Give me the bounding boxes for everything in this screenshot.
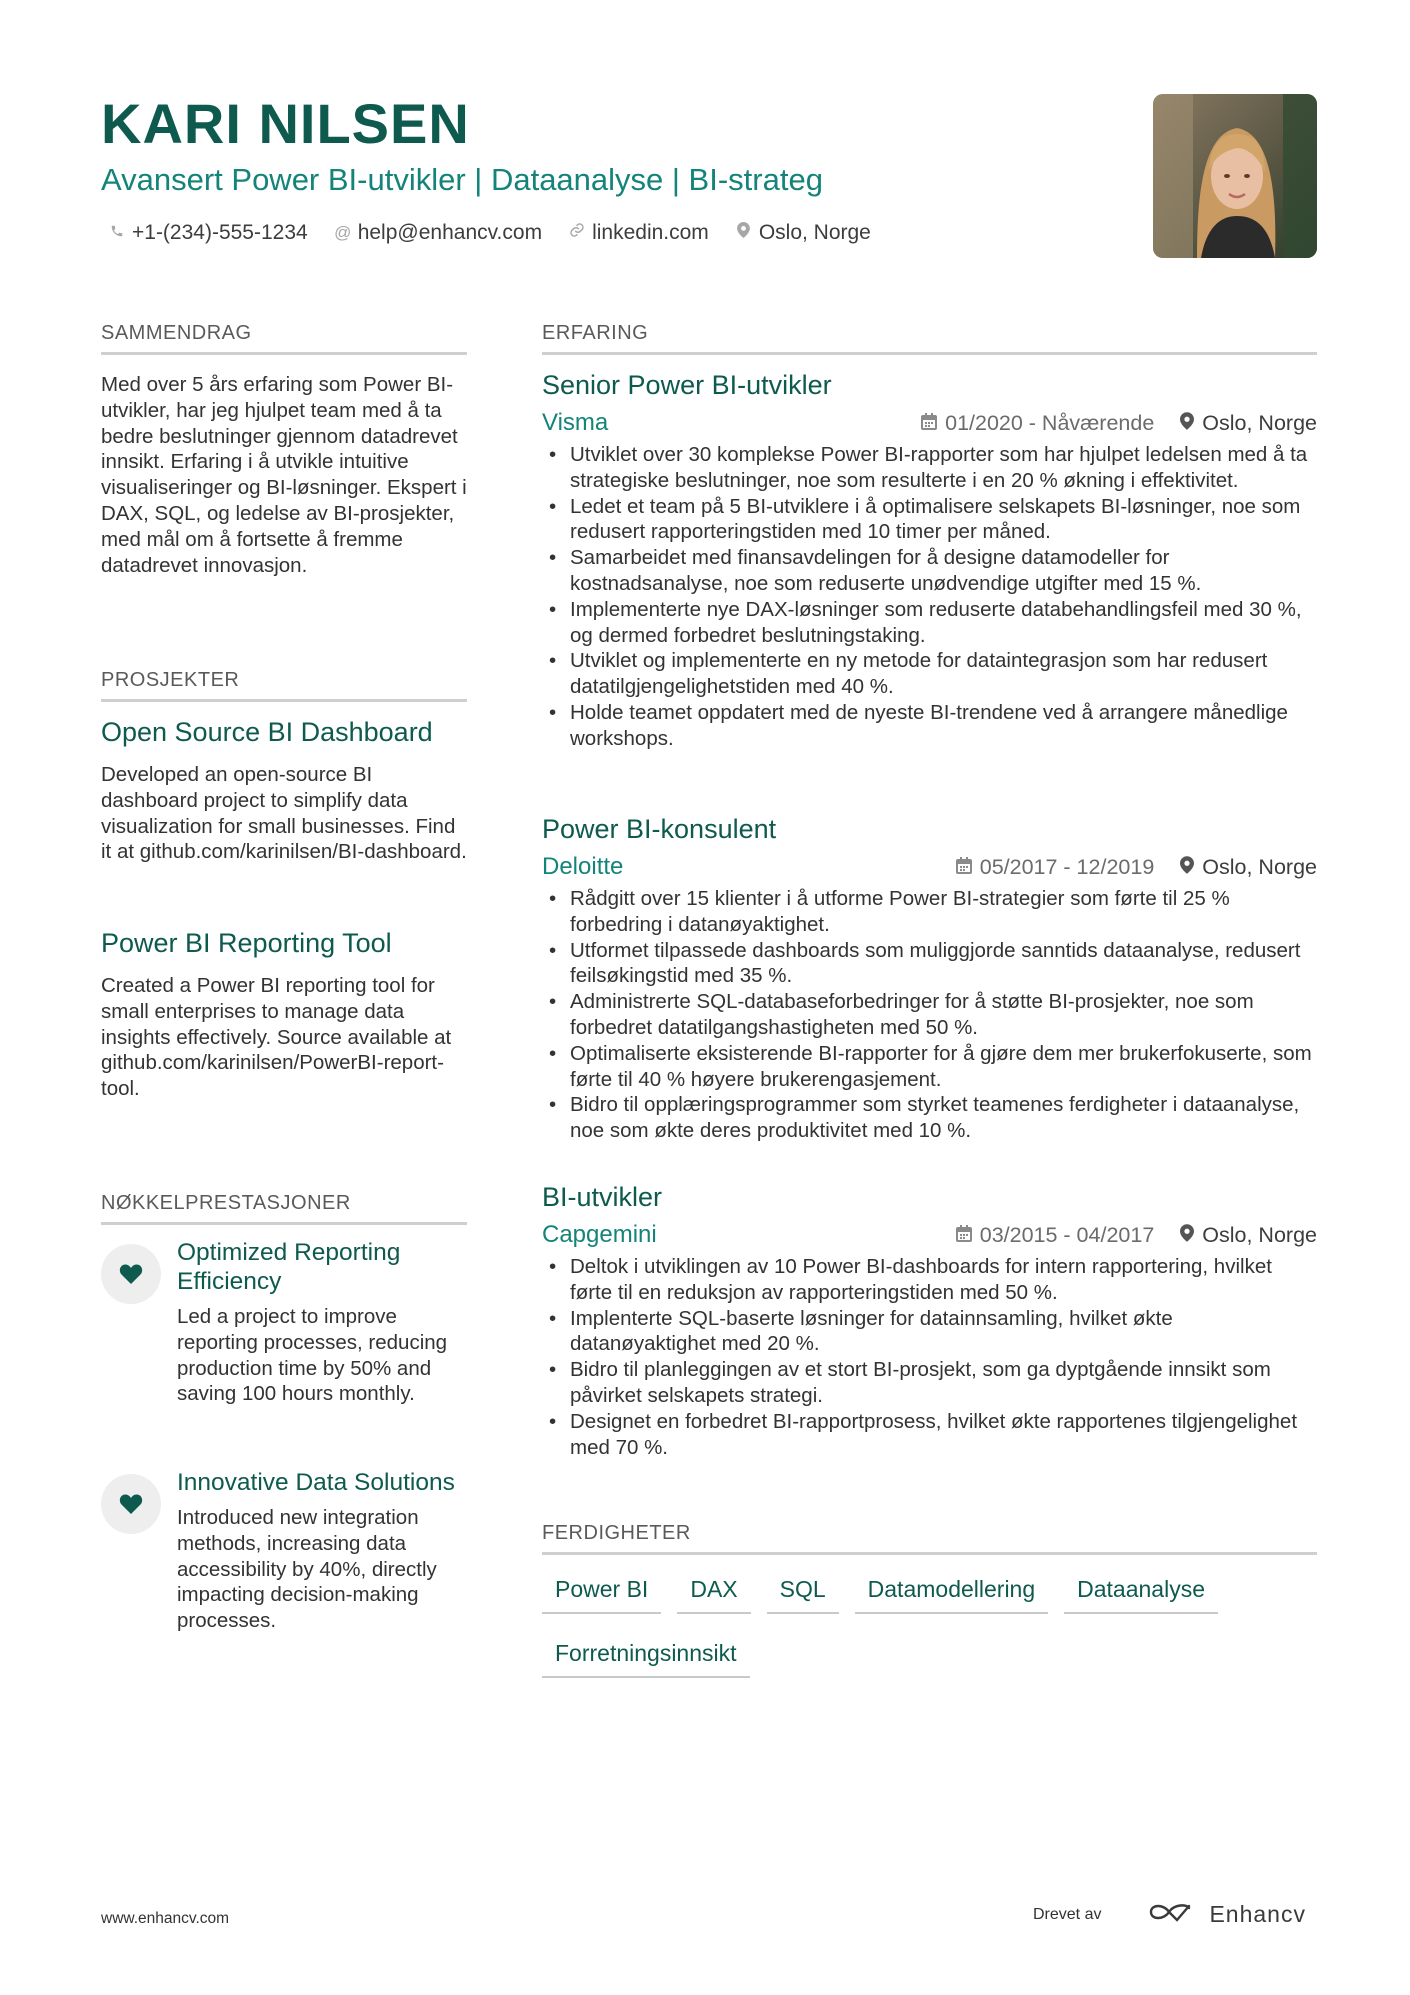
company-name: Visma — [542, 409, 609, 436]
company-name: Deloitte — [542, 853, 624, 880]
job-bullets — [542, 886, 1317, 1144]
achievement-title: Optimized Reporting Efficiency — [177, 1239, 401, 1295]
job-bullet: • Bidro til planleggingen av et stort BI-prosjekt, som ga dyptgående innsikt som påvirket selskapets strategi. — [542, 1357, 1317, 1409]
project-description: Created a Power BI reporting tool for small enterprises to manage data insights effectively. Source available at github.com/karinilsen/PowerBI-report-tool. — [101, 974, 452, 1101]
heart-icon — [101, 1474, 161, 1534]
phone-icon — [108, 218, 126, 248]
achievement-item — [101, 1238, 471, 1438]
job-bullet: • Ledet et team på 5 BI-utviklere i å optimalisere selskapets BI-løsninger, noe som redusert rapporteringstiden med 10 timer per måned. — [542, 494, 1317, 546]
summary-text: Med over 5 års erfaring som Power BI-utvikler, har jeg hjulpet team med å ta bedre beslutninger gjennom datadrevet innsikt. Erfaring i å utvikle intuitive visualiseringer og BI-løsninger. Ekspert i DAX, SQL, og ledelse av BI-prosjekter, med mål om å fortsette å fremme datadrevet innovasjon. — [101, 373, 467, 577]
job-location — [1180, 1219, 1317, 1251]
job-location-text: Oslo, Norge — [1202, 1223, 1317, 1247]
link-icon — [568, 218, 586, 248]
achievement-description: Introduced new integration methods, increasing data accessibility by 40%, directly impacting decision-making processes. — [177, 1506, 437, 1633]
skill-tag: Forretningsinnsikt — [542, 1634, 750, 1678]
location-pin-icon — [1180, 407, 1194, 439]
job-bullet: • Deltok i utviklingen av 10 Power BI-dashboards for intern rapportering, hvilket førte til en reduksjon av rapporteringstiden med 50 %. — [542, 1254, 1317, 1306]
contact-email[interactable] — [334, 218, 542, 248]
heart-icon — [101, 1244, 161, 1304]
at-icon: @ — [334, 223, 352, 242]
job-title: Power BI-konsulent — [542, 814, 777, 844]
company-name: Capgemini — [542, 1221, 657, 1248]
email-text: help@enhancv.com — [357, 221, 543, 244]
enhancv-logo-icon — [1147, 1900, 1193, 1929]
project-description: Developed an open-source BI dashboard project to simplify data visualization for small businesses. Find it at github.com/karinilsen/BI-dashboard. — [101, 763, 467, 864]
job-bullet: • Designet en forbedret BI-rapportprosess, hvilket økte rapportenes tilgjengelighet med 70 %. — [542, 1409, 1317, 1461]
contact-linkedin[interactable] — [568, 218, 709, 248]
job-bullet: • Implenterte SQL-baserte løsninger for datainnsamling, hvilket økte datanøyaktighet med 20 %. — [542, 1306, 1317, 1358]
job-dates-text: 03/2015 - 04/2017 — [979, 1223, 1155, 1247]
job-location — [1180, 851, 1317, 883]
skill-tag: Dataanalyse — [1064, 1570, 1218, 1614]
job-location-text: Oslo, Norge — [1202, 855, 1317, 879]
achievement-description: Led a project to improve reporting processes, reducing production time by 50% and saving 100 hours monthly. — [177, 1305, 448, 1406]
job-dates — [956, 851, 1155, 883]
job-info-row — [542, 1219, 1317, 1251]
job-info-row — [542, 407, 1317, 439]
skill-tag: DAX — [677, 1570, 750, 1614]
contact-bar — [108, 218, 871, 248]
job-dates — [956, 1219, 1155, 1251]
job-bullets — [542, 1254, 1317, 1460]
job-bullet: • Administrerte SQL-databaseforbedringer for å støtte BI-prosjekter, noe som forbedret datatilgangshastigheten med 50 %. — [542, 989, 1317, 1041]
location-pin-icon — [1180, 1219, 1194, 1251]
job-bullet: • Samarbeidet med finansavdelingen for å designe datamodeller for kostnadsanalyse, noe som reduserte unødvendige utgifter med 15 %. — [542, 545, 1317, 597]
powered-by-label: Drevet av — [1033, 1905, 1102, 1923]
skill-tag: SQL — [767, 1570, 839, 1614]
job-location-text: Oslo, Norge — [1202, 411, 1317, 435]
calendar-icon — [956, 851, 972, 883]
summary-heading: SAMMENDRAG — [101, 320, 467, 355]
linkedin-text: linkedin.com — [592, 221, 709, 244]
job-bullet: • Implementerte nye DAX-løsninger som reduserte databehandlingsfeil med 30 %, og dermed forbedret beslutningstaking. — [542, 597, 1317, 649]
job-bullet: • Bidro til opplæringsprogrammer som styrket teamenes ferdigheter i dataanalyse, noe som økte deres produktivitet med 10 %. — [542, 1092, 1317, 1144]
achievement-item — [101, 1468, 471, 1648]
job-bullet: • Optimaliserte eksisterende BI-rapporter for å gjøre dem mer brukerfokuserte, som førte til 40 % høyere brukerengasjement. — [542, 1041, 1317, 1093]
job-bullet: • Utformet tilpassede dashboards som muliggjorde sanntids dataanalyse, redusert feilsøkingstid med 35 %. — [542, 938, 1317, 990]
job-title: BI-utvikler — [542, 1182, 663, 1212]
project-title: Open Source BI Dashboard — [101, 717, 433, 747]
skills-list — [542, 1570, 1317, 1678]
contact-phone[interactable] — [108, 218, 308, 248]
achievement-title: Innovative Data Solutions — [177, 1469, 455, 1496]
job-bullet: • Rådgitt over 15 klienter i å utforme Power BI-strategier som førte til 25 % forbedring i datanøyaktighet. — [542, 886, 1317, 938]
job-bullets — [542, 442, 1317, 752]
skill-tag: Power BI — [542, 1570, 661, 1614]
skill-tag: Datamodellering — [855, 1570, 1048, 1614]
footer-website[interactable]: www.enhancv.com — [101, 1910, 230, 1927]
contact-location — [735, 218, 871, 248]
candidate-name: KARI NILSEN — [101, 92, 470, 155]
profile-photo — [1153, 94, 1317, 258]
footer-branding — [1033, 1900, 1306, 1929]
experience-heading: ERFARING — [542, 320, 1317, 355]
location-pin-icon — [735, 218, 753, 248]
brand-name: Enhancv — [1209, 1901, 1306, 1927]
job-location — [1180, 407, 1317, 439]
job-bullet: • Holde teamet oppdatert med de nyeste BI-trendene ved å arrangere månedlige workshops. — [542, 700, 1317, 752]
project-title: Power BI Reporting Tool — [101, 928, 392, 958]
job-dates — [921, 407, 1154, 439]
job-meta — [921, 407, 1317, 439]
job-dates-text: 05/2017 - 12/2019 — [979, 855, 1155, 879]
job-bullet: • Utviklet og implementerte en ny metode for dataintegrasjon som har redusert datatilgjengelighetstiden med 40 %. — [542, 648, 1317, 700]
location-pin-icon — [1180, 851, 1194, 883]
calendar-icon — [921, 407, 937, 439]
phone-text: +1-(234)-555-1234 — [132, 221, 308, 244]
job-meta — [956, 851, 1317, 883]
job-dates-text: 01/2020 - Nåværende — [945, 411, 1155, 435]
skills-heading: FERDIGHETER — [542, 1520, 1317, 1555]
achievements-heading: NØKKELPRESTASJONER — [101, 1190, 467, 1225]
location-text: Oslo, Norge — [758, 221, 871, 244]
calendar-icon — [956, 1219, 972, 1251]
projects-heading: PROSJEKTER — [101, 667, 467, 702]
job-title: Senior Power BI-utvikler — [542, 370, 832, 400]
job-info-row — [542, 851, 1317, 883]
job-bullet: • Utviklet over 30 komplekse Power BI-rapporter som har hjulpet ledelsen med å ta strategiske beslutninger, noe som resulterte i en 20 % økning i effektivitet. — [542, 442, 1317, 494]
candidate-subtitle: Avansert Power BI-utvikler | Dataanalyse | BI-strateg — [101, 162, 823, 197]
job-meta — [956, 1219, 1317, 1251]
